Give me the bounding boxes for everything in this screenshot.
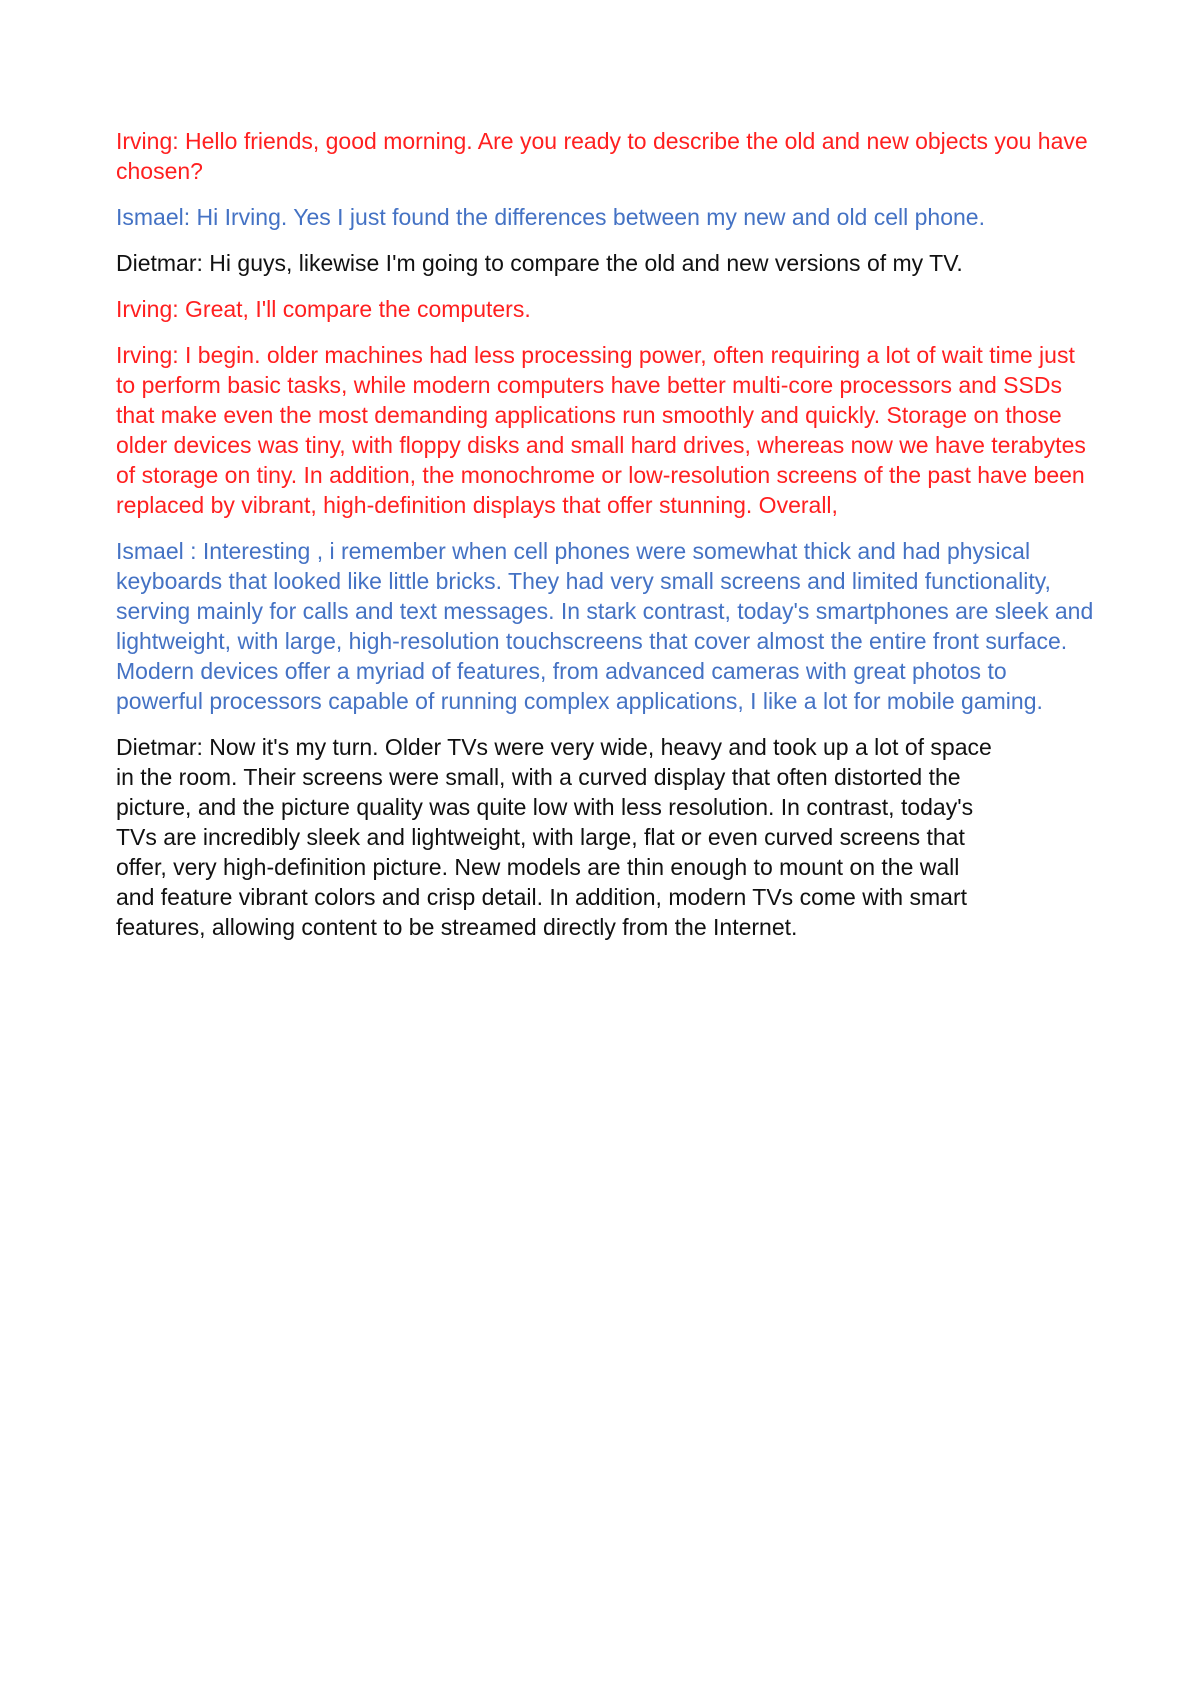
dialogue-line-irving-greeting: Irving: Hello friends, good morning. Are you ready to describe the old and new objects you have chosen? xyxy=(116,128,1088,184)
document-page xyxy=(116,126,1096,958)
dialogue-line-ismael-reply: Ismael: Hi Irving. Yes I just found the differences between my new and old cell phone. xyxy=(116,204,985,230)
dialogue-line-dietmar-comparison: Dietmar: Now it's my turn. Older TVs were very wide, heavy and took up a lot of space in the room. Their screens were small, with a curved display that often distorted the picture, and the picture quality was quite low with less resolution. In contrast, today's TVs are incredibly sleek and lightweight, with large, flat or even curved screens that offer, very high-definition picture. New models are thin enough to mount on the wall and feature vibrant colors and crisp detail. In addition, modern TVs come with smart features, allowing content to be streamed directly from the Internet. xyxy=(116,734,992,940)
dialogue-line-irving-comparison: Irving: I begin. older machines had less processing power, often requiring a lot of wait time just to perform basic tasks, while modern computers have better multi-core processors and SSDs that make even the most demanding applications run smoothly and quickly. Storage on those older devices was tiny, with floppy disks and small hard drives, whereas now we have terabytes of storage on tiny. In addition, the monochrome or low-resolution screens of the past have been replaced by vibrant, high-definition displays that offer stunning. Overall, xyxy=(116,342,1086,518)
dialogue-line-ismael-comparison: Ismael : Interesting , i remember when cell phones were somewhat thick and had physical keyboards that looked like little bricks. They had very small screens and limited functionality, serving mainly for calls and text messages. In stark contrast, today's smartphones are sleek and lightweight, with large, high-resolution touchscreens that cover almost the entire front surface. Modern devices offer a myriad of features, from advanced cameras with great photos to powerful processors capable of running complex applications, I like a lot for mobile gaming. xyxy=(116,538,1094,714)
dialogue-line-irving-computers: Irving: Great, I'll compare the computers. xyxy=(116,296,531,322)
dialogue-line-dietmar-reply: Dietmar: Hi guys, likewise I'm going to compare the old and new versions of my TV. xyxy=(116,250,963,276)
